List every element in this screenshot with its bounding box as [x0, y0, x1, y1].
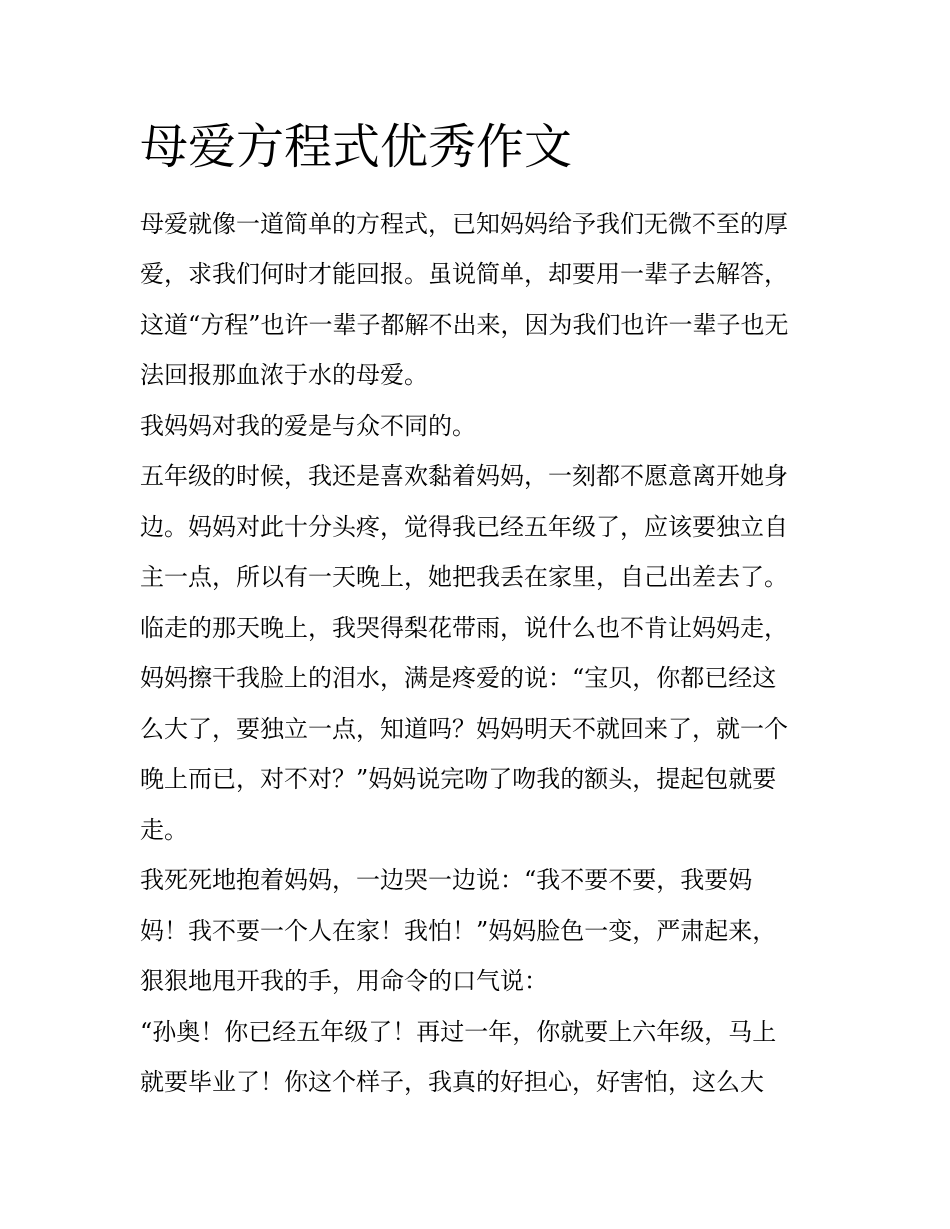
text-line-16: 狠狠地甩开我的手，用命令的口气说：	[140, 967, 548, 995]
text-line-15: 妈！我不要一个人在家！我怕！”妈妈脸色一变，严肃起来，	[140, 917, 777, 945]
text-line-7: 边。妈妈对此十分头疼，觉得我已经五年级了，应该要独立自	[140, 513, 788, 541]
text-line-3: 这道“方程”也许一辈子都解不出来，因为我们也许一辈子也无	[140, 311, 789, 339]
text-line-5: 我妈妈对我的爱是与众不同的。	[140, 412, 476, 440]
text-line-13: 走。	[140, 816, 188, 844]
text-line-9: 临走的那天晚上，我哭得梨花带雨，说什么也不肯让妈妈走，	[140, 614, 788, 642]
text-line-8: 主一点，所以有一天晚上，她把我丢在家里，自己出差去了。	[140, 563, 788, 591]
text-line-17: “孙奥！你已经五年级了！再过一年，你就要上六年级，马上	[140, 1018, 777, 1046]
text-line-18: 就要毕业了！你这个样子，我真的好担心，好害怕，这么大	[140, 1068, 764, 1096]
text-line-2: 爱，求我们何时才能回报。虽说简单，却要用一辈子去解答，	[140, 260, 788, 288]
text-line-6: 五年级的时候，我还是喜欢黏着妈妈，一刻都不愿意离开她身	[140, 462, 788, 490]
text-line-1: 母爱就像一道简单的方程式，已知妈妈给予我们无微不至的厚	[140, 210, 788, 238]
text-line-11: 么大了，要独立一点，知道吗？妈妈明天不就回来了，就一个	[140, 715, 788, 743]
page-title: 母爱方程式优秀作文	[140, 119, 573, 175]
text-line-10: 妈妈擦干我脸上的泪水，满是疼爱的说：“宝贝，你都已经这	[140, 664, 777, 692]
text-line-4: 法回报那血浓于水的母爱。	[140, 361, 428, 389]
text-line-12: 晚上而已，对不对？”妈妈说完吻了吻我的额头，提起包就要	[140, 765, 777, 793]
text-line-14: 我死死地抱着妈妈，一边哭一边说：“我不要不要，我要妈	[140, 866, 753, 894]
